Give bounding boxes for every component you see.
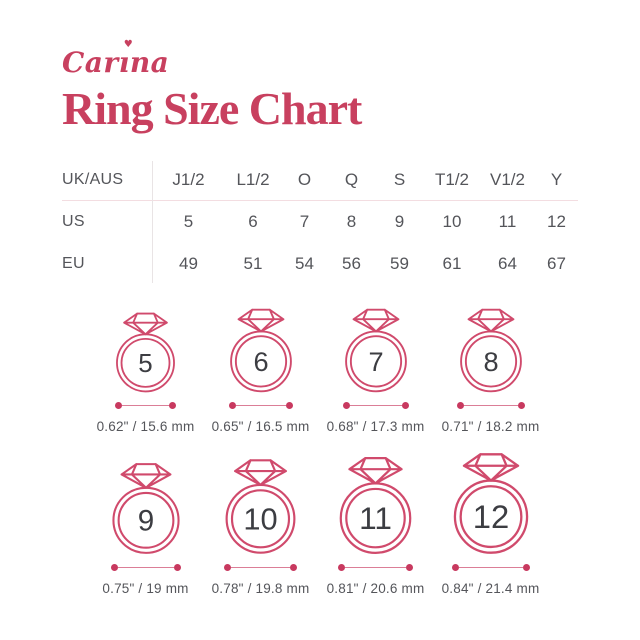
size-cell: Y <box>550 169 563 189</box>
diamond-icon <box>463 454 517 480</box>
diameter-indicator <box>111 564 181 571</box>
ring-size-number: 6 <box>252 345 269 377</box>
size-cell: V1/2 <box>490 169 525 189</box>
size-cell: 10 <box>442 212 462 231</box>
dot-icon <box>518 402 525 409</box>
dot-icon <box>286 402 293 409</box>
diamond-ring-icon <box>222 457 299 556</box>
diamond-icon <box>235 460 286 485</box>
dot-icon <box>452 564 459 571</box>
ring-cell <box>318 307 433 435</box>
ring-size-number: 12 <box>472 498 509 536</box>
ring-size-number: 8 <box>482 345 499 377</box>
dot-icon <box>229 402 236 409</box>
diamond-ring-icon <box>336 455 415 556</box>
ring-cell <box>318 449 433 597</box>
diameter-label: 0.65" / 16.5 mm <box>211 419 310 434</box>
row-label: UK/AUS <box>62 170 124 188</box>
size-cell: 9 <box>394 212 405 231</box>
table-row <box>62 243 578 285</box>
diameter-indicator <box>457 402 525 409</box>
rings-grid <box>88 307 548 597</box>
size-cell: T1/2 <box>434 169 470 189</box>
diameter-label: 0.62" / 15.6 mm <box>96 419 195 434</box>
dot-icon <box>115 402 122 409</box>
diameter-indicator <box>452 564 530 571</box>
diameter-indicator <box>338 564 413 571</box>
dot-icon <box>338 564 345 571</box>
dot-icon <box>457 402 464 409</box>
diamond-ring-icon <box>227 307 295 394</box>
diamond-icon <box>124 314 167 335</box>
dot-icon <box>224 564 231 571</box>
size-cell: 56 <box>342 254 361 273</box>
logo-letter-i: ı ♥ <box>118 39 134 79</box>
ring-cell <box>433 307 548 435</box>
diameter-indicator <box>229 402 293 409</box>
dot-icon <box>174 564 181 571</box>
diameter-line <box>464 405 518 407</box>
size-cell: L1/2 <box>236 169 270 189</box>
dot-icon <box>169 402 176 409</box>
diamond-icon <box>353 310 398 332</box>
size-cell: 8 <box>346 212 357 231</box>
diameter-line <box>231 567 290 569</box>
dot-icon <box>111 564 118 571</box>
diamond-ring-icon <box>109 461 183 556</box>
ring-size-number: 7 <box>367 345 384 377</box>
ring-cell <box>203 449 318 597</box>
size-cell: J1/2 <box>172 169 205 189</box>
diamond-ring-icon <box>455 307 527 394</box>
ring-size-number: 9 <box>137 504 154 538</box>
size-cell: 59 <box>390 254 409 273</box>
diameter-line <box>345 567 406 569</box>
ring-cell <box>88 307 203 435</box>
size-cell: 61 <box>442 254 462 273</box>
ring-size-table <box>62 159 578 285</box>
diameter-line <box>122 405 169 407</box>
diameter-indicator <box>343 402 409 409</box>
dot-icon <box>343 402 350 409</box>
diameter-line <box>459 567 523 569</box>
diamond-ring-icon <box>341 307 411 394</box>
ring-size-number: 10 <box>243 501 278 537</box>
dot-icon <box>402 402 409 409</box>
diamond-icon <box>468 310 513 332</box>
diameter-indicator <box>115 402 176 409</box>
diamond-icon <box>238 310 283 332</box>
diamond-ring-icon <box>113 311 178 394</box>
logo-text-pre: Car <box>62 46 119 79</box>
size-cell: 11 <box>498 212 517 231</box>
size-cell: 51 <box>243 254 263 273</box>
table-vertical-divider <box>152 161 153 283</box>
diameter-line <box>118 567 174 569</box>
diameter-line <box>350 405 402 407</box>
diameter-label: 0.81" / 20.6 mm <box>326 581 425 596</box>
size-cell: 6 <box>248 212 258 231</box>
diameter-label: 0.68" / 17.3 mm <box>326 419 425 434</box>
dot-icon <box>523 564 530 571</box>
brand-logo <box>62 39 170 79</box>
size-cell: O <box>297 169 312 189</box>
diameter-label: 0.75" / 19 mm <box>102 581 189 596</box>
size-cell: S <box>393 169 406 189</box>
size-cell: 67 <box>547 254 566 273</box>
ring-cell <box>433 449 548 597</box>
size-cell: 5 <box>183 212 194 231</box>
diamond-icon <box>349 458 401 483</box>
row-label: EU <box>62 255 85 272</box>
dot-icon <box>290 564 297 571</box>
row-label: US <box>62 213 85 230</box>
size-cell: 7 <box>299 212 310 231</box>
table-row <box>62 159 578 201</box>
ring-cell <box>88 449 203 597</box>
heart-icon: ♥ <box>123 39 134 50</box>
diamond-icon <box>121 464 170 488</box>
diameter-label: 0.78" / 19.8 mm <box>211 581 310 596</box>
diamond-ring-icon <box>450 451 532 556</box>
diameter-label: 0.71" / 18.2 mm <box>441 419 540 434</box>
diameter-indicator <box>224 564 297 571</box>
ring-size-number: 11 <box>359 500 392 537</box>
logo-text-post: na <box>129 46 170 79</box>
size-cell: 49 <box>179 254 198 273</box>
table-row <box>62 201 578 243</box>
diameter-label: 0.84" / 21.4 mm <box>441 581 540 596</box>
dot-icon <box>406 564 413 571</box>
page-title: Ring Size Chart <box>62 83 362 134</box>
ring-size-number: 5 <box>138 349 153 378</box>
ring-cell <box>203 307 318 435</box>
diameter-line <box>236 405 286 407</box>
size-cell: 12 <box>547 212 566 231</box>
size-cell: Q <box>344 169 359 189</box>
size-cell: 54 <box>295 254 314 273</box>
size-cell: 64 <box>498 254 517 273</box>
